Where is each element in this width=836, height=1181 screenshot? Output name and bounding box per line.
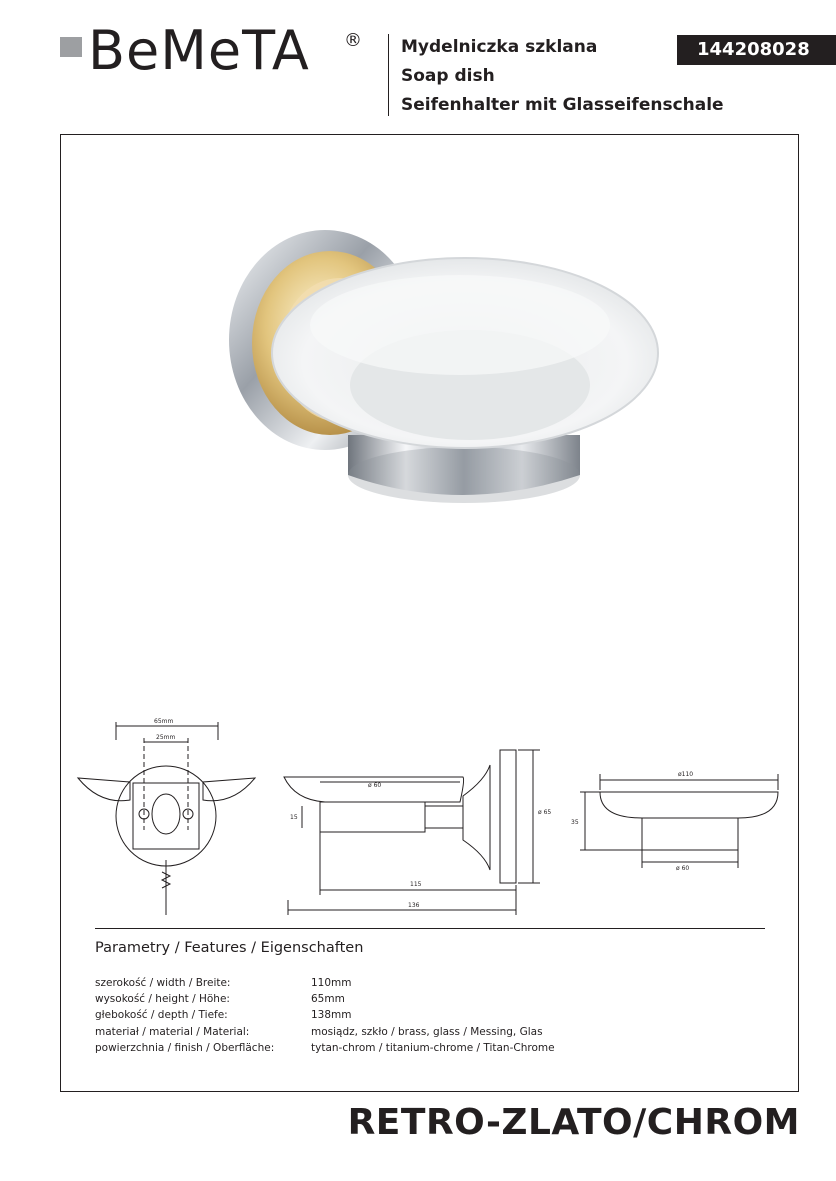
dish-dim-dia-bottom: ø 60	[676, 865, 690, 872]
feature-row	[95, 1024, 555, 1040]
brand-logo: BeMeTA	[88, 19, 310, 82]
side-dim-total: ø 65	[538, 809, 552, 816]
product-photo	[220, 225, 670, 515]
front-dim-inner: 25mm	[156, 734, 176, 741]
side-dim-height: 15	[290, 814, 298, 821]
feature-label: powierzchnia / finish / Oberfläche:	[95, 1041, 275, 1054]
feature-label: głebokość / depth / Tiefe:	[95, 1009, 228, 1022]
feature-value: tytan-chrom / titanium-chrome / Titan-Chrome	[311, 1041, 555, 1054]
product-titles	[401, 33, 724, 120]
registered-mark: ®	[344, 30, 362, 51]
title-english: Soap dish	[401, 66, 495, 86]
feature-label: wysokość / height / Höhe:	[95, 993, 230, 1006]
feature-row	[95, 991, 555, 1007]
feature-value: 65mm	[311, 993, 345, 1006]
title-polish: Mydelniczka szklana	[401, 37, 598, 57]
feature-value: 138mm	[311, 1009, 352, 1022]
logo-grey-square	[60, 37, 82, 57]
product-code: 144208028	[677, 35, 836, 65]
side-dim-depth-inner: 115	[410, 881, 422, 888]
feature-value: 110mm	[311, 977, 352, 989]
dish-dim-dia-top: ø110	[678, 771, 694, 778]
side-view	[284, 750, 540, 915]
feature-row	[95, 1040, 555, 1056]
front-view	[78, 722, 255, 915]
feature-row	[95, 975, 555, 991]
feature-label: szerokość / width / Breite:	[95, 977, 231, 989]
feature-value: mosiądz, szkło / brass, glass / Messing, Glas	[311, 1025, 543, 1038]
dish-dim-height: 35	[571, 819, 579, 826]
feature-label: materiał / material / Material:	[95, 1025, 250, 1038]
collection-name: RETRO-ZLATO/CHROM	[347, 1102, 800, 1143]
dish-view	[580, 774, 778, 868]
features-table	[95, 975, 555, 1056]
side-dim-dia: ø 60	[368, 782, 382, 789]
title-german: Seifenhalter mit Glasseifenschale	[401, 95, 724, 115]
features-title: Parametry / Features / Eigenschaften	[95, 940, 364, 956]
feature-row	[95, 1007, 555, 1023]
header-divider	[388, 34, 389, 116]
technical-drawings	[70, 710, 790, 920]
features-separator	[95, 928, 765, 929]
front-dim-outer: 65mm	[154, 718, 174, 725]
side-dim-depth-total: 136	[408, 902, 420, 909]
